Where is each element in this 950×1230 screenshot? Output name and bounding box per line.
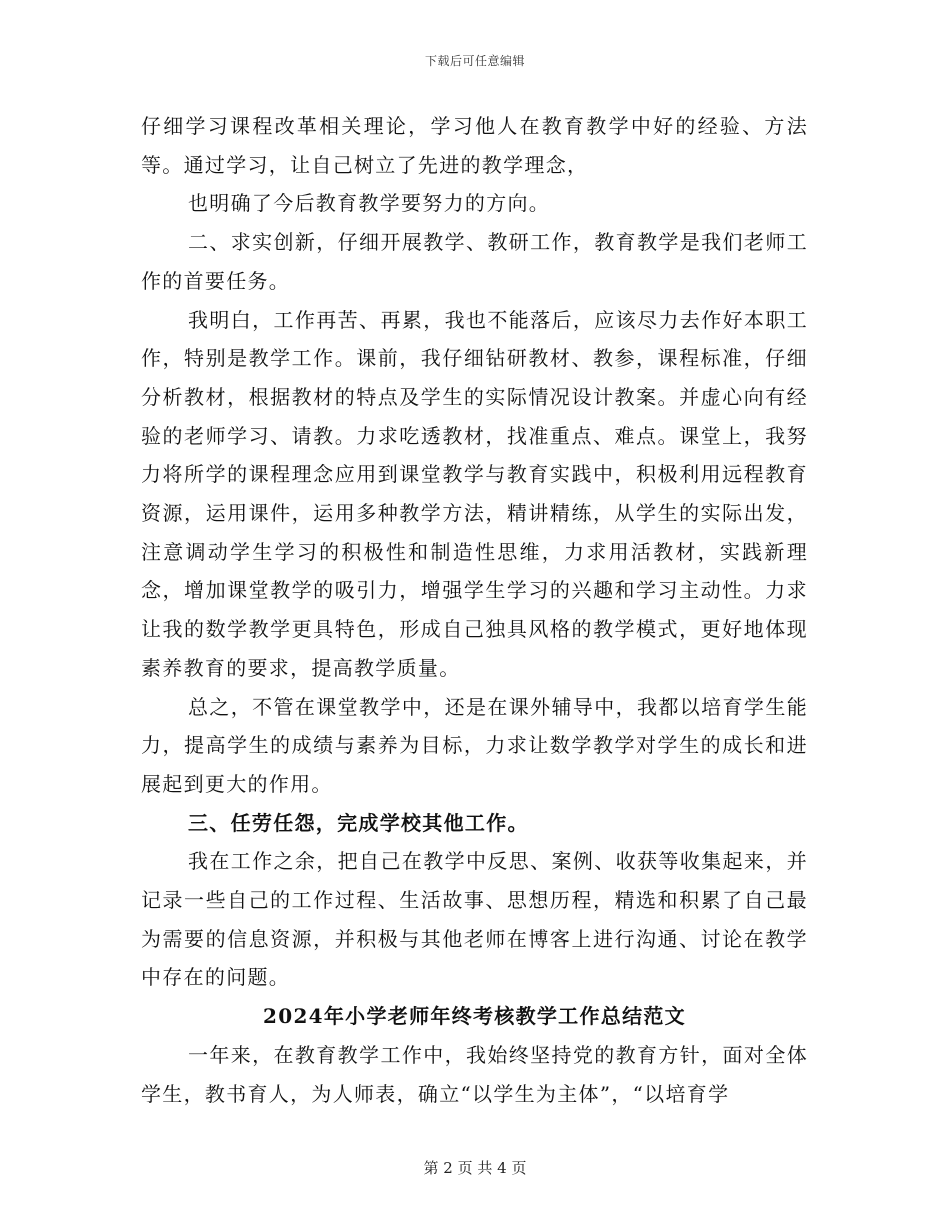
paragraph-4: 总之，不管在课堂教学中，还是在课外辅导中，我都以培育学生能力，提高学生的成绩与素养为目标，力求让数学教学对学生的成长和进展起到更大的作用。	[141, 694, 808, 796]
section-heading-2: 二、求实创新，仔细开展教学、教研工作，教育教学是我们老师工作的首要任务。	[141, 230, 808, 293]
paragraph-5: 我在工作之余，把自己在教学中反思、案例、收获等收集起来，并记录一些自己的工作过程、生活故事、思想历程，精选和积累了自己最为需要的信息资源，并积极与其他老师在博客上进行沟通、讨论在教学中存在的问题。	[141, 849, 808, 990]
document-body	[141, 107, 808, 1113]
paragraph-2: 也明确了今后教育教学要努力的方向。	[188, 191, 551, 216]
page-header: 下载后可任意编辑	[424, 54, 525, 68]
page-footer: 第 2 页 共 4 页	[423, 1159, 527, 1177]
document-title: 2024年小学老师年终考核教学工作总结范文	[263, 1004, 686, 1029]
section-heading-3: 三、任劳任怨，完成学校其他工作。	[188, 810, 529, 835]
paragraph-3: 我明白，工作再苦、再累，我也不能落后，应该尽力去作好本职工作，特别是教学工作。课前，我仔细钻研教材、教参，课程标准，仔细分析教材，根据教材的特点及学生的实际情况设计教案。并虚心向有经验的老师学习、请教。力求吃透教材，找准重点、难点。课堂上，我努力将所学的课程理念应用到课堂教学与教育实践中，积极利用远程教育资源，运用课件，运用多种教学方法，精讲精练，从学生的实际出发，注意调动学生学习的积极性和制造性思维，力求用活教材，实践新理念，增加课堂教学的吸引力，增强学生学习的兴趣和学习主动性。力求让我的数学教学更具特色，形成自己独具风格的教学模式，更好地体现素养教育的要求，提高教学质量。	[141, 307, 808, 680]
paragraph-1: 仔细学习课程改革相关理论，学习他人在教育教学中好的经验、方法等。通过学习，让自己树立了先进的教学理念，	[141, 114, 808, 177]
paragraph-6: 一年来，在教育教学工作中，我始终坚持党的教育方针，面对全体学生，教书育人，为人师表，确立“以学生为主体”，“以培育学	[141, 1042, 808, 1106]
